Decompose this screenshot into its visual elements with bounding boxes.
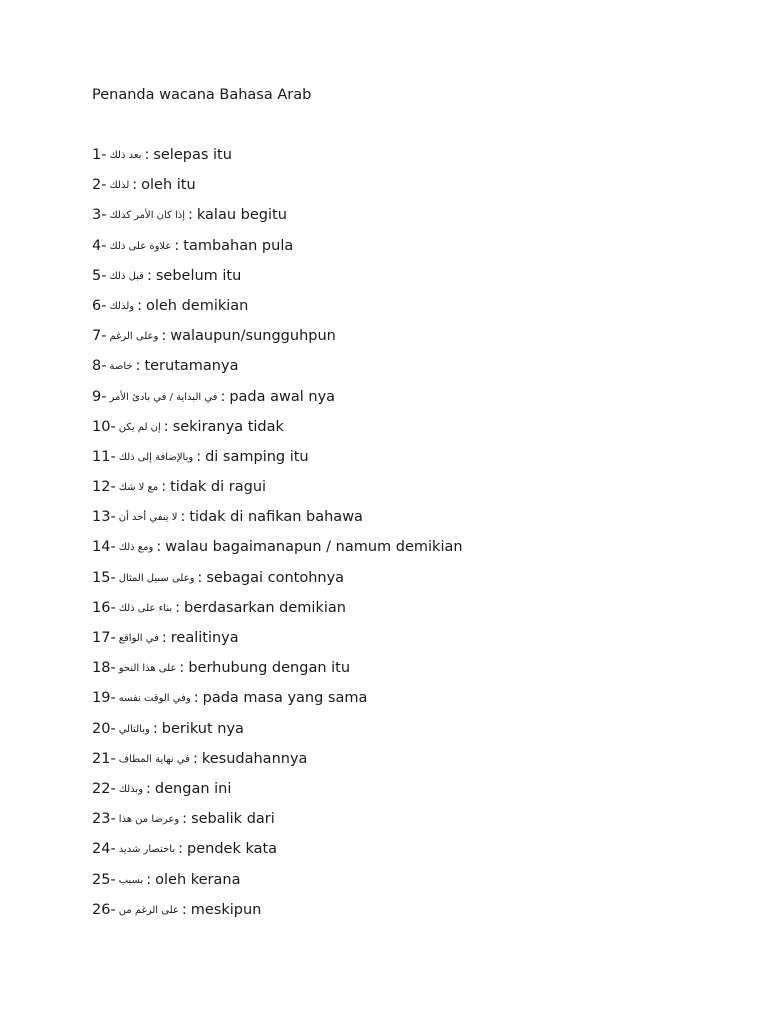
arabic-term: خاصة	[109, 361, 133, 373]
entry-number: 25-	[92, 871, 116, 888]
entry-number: 1-	[92, 147, 107, 163]
arabic-term: بعد ذلك	[109, 150, 142, 161]
list-item	[92, 448, 463, 478]
entry-number: 20-	[92, 720, 116, 737]
list-item	[92, 840, 463, 870]
separator: :	[220, 388, 226, 405]
malay-meaning: di samping itu	[205, 448, 309, 465]
separator: :	[132, 177, 138, 194]
arabic-term: بناء على ذلك	[118, 602, 173, 614]
separator: :	[146, 267, 152, 284]
separator: :	[175, 599, 181, 616]
separator: :	[179, 660, 185, 677]
entry-number: 7-	[92, 328, 107, 345]
arabic-term: وبالتالي	[118, 723, 150, 735]
entry-number: 14-	[92, 539, 116, 556]
malay-meaning: meskipun	[190, 901, 262, 918]
list-item	[92, 237, 463, 267]
entry-number: 16-	[92, 599, 116, 616]
list-item	[92, 689, 463, 719]
list-item	[92, 388, 463, 418]
arabic-term: لا ينفي أحد أن	[118, 512, 178, 524]
malay-meaning: kalau begitu	[196, 207, 287, 224]
list-item	[92, 267, 463, 297]
entry-number: 2-	[92, 177, 107, 194]
malay-meaning: pada awal nya	[229, 388, 336, 405]
document-title: Penanda wacana Bahasa Arab	[92, 87, 312, 103]
malay-meaning: walau bagaimanapun / namum demikian	[165, 539, 463, 556]
malay-meaning: realitinya	[170, 630, 239, 646]
malay-meaning: oleh kerana	[155, 871, 241, 888]
arabic-term: بسبب	[118, 874, 144, 886]
separator: :	[146, 871, 152, 888]
separator: :	[144, 147, 150, 163]
entry-number: 10-	[92, 418, 116, 435]
list-item	[92, 810, 463, 840]
entry-number: 21-	[92, 750, 116, 767]
arabic-term: على هذا النحو	[118, 663, 177, 675]
separator: :	[180, 509, 186, 526]
malay-meaning: kesudahannya	[201, 750, 308, 767]
malay-meaning: selepas itu	[153, 147, 232, 163]
malay-meaning: sekiranya tidak	[172, 418, 284, 435]
list-item	[92, 176, 463, 206]
separator: :	[161, 630, 167, 646]
list-item	[92, 901, 463, 931]
separator: :	[178, 841, 183, 858]
separator: :	[163, 418, 169, 435]
arabic-term: في نهاية المطاف	[118, 753, 190, 765]
list-item	[92, 418, 463, 448]
malay-meaning: pada masa yang sama	[202, 690, 368, 707]
entry-number: 24-	[92, 841, 116, 858]
malay-meaning: sebalik dari	[191, 811, 275, 828]
arabic-term: مع لا شك	[118, 482, 159, 494]
arabic-term: لذلك	[109, 180, 130, 192]
entry-number: 12-	[92, 479, 116, 496]
connector-list	[92, 146, 463, 931]
malay-meaning: sebagai contohnya	[206, 569, 345, 586]
arabic-term: وعلى الرغم	[109, 331, 159, 343]
arabic-term: ومع ذلك	[118, 542, 154, 554]
malay-meaning: berhubung dengan itu	[188, 660, 351, 677]
malay-meaning: tidak di nafikan bahawa	[189, 509, 363, 526]
malay-meaning: walaupun/sungguhpun	[170, 328, 336, 345]
malay-meaning: berdasarkan demikian	[184, 599, 346, 616]
arabic-term: في الواقع	[118, 633, 159, 644]
list-item	[92, 478, 463, 508]
separator: :	[197, 569, 203, 586]
arabic-term: إن لم يكن	[118, 421, 161, 433]
separator: :	[146, 780, 151, 797]
separator: :	[137, 297, 142, 314]
arabic-term: ولذلك	[109, 300, 135, 312]
separator: :	[196, 448, 202, 465]
list-item	[92, 599, 463, 629]
list-item	[92, 569, 463, 599]
list-item	[92, 508, 463, 538]
list-item	[92, 146, 463, 176]
entry-number: 6-	[92, 297, 107, 314]
list-item	[92, 750, 463, 780]
malay-meaning: pendek kata	[187, 841, 278, 858]
separator: :	[193, 690, 199, 707]
entry-number: 26-	[92, 901, 116, 918]
list-item	[92, 538, 463, 568]
entry-number: 11-	[92, 448, 116, 465]
list-item	[92, 297, 463, 327]
entry-number: 9-	[92, 388, 107, 405]
entry-number: 17-	[92, 630, 116, 646]
separator: :	[152, 720, 158, 737]
entry-number: 5-	[92, 267, 107, 284]
arabic-term: على الرغم من	[118, 904, 179, 916]
list-item	[92, 659, 463, 689]
separator: :	[135, 358, 141, 375]
arabic-term: وبذلك	[118, 783, 144, 795]
arabic-term: وعرضا من هذا	[118, 814, 180, 826]
list-item	[92, 720, 463, 750]
arabic-term: علاوة على ذلك	[109, 240, 172, 252]
malay-meaning: tidak di ragui	[170, 479, 267, 496]
arabic-term: وعلى سبيل المثال	[118, 572, 195, 584]
entry-number: 8-	[92, 358, 107, 375]
malay-meaning: berikut nya	[161, 720, 244, 737]
malay-meaning: oleh itu	[141, 177, 196, 194]
arabic-term: قبل ذلك	[109, 270, 144, 282]
separator: :	[174, 237, 180, 254]
entry-number: 18-	[92, 660, 116, 677]
list-item	[92, 871, 463, 901]
list-item	[92, 780, 463, 810]
entry-number: 15-	[92, 569, 116, 586]
list-item	[92, 206, 463, 236]
separator: :	[156, 539, 162, 556]
entry-number: 3-	[92, 207, 107, 224]
separator: :	[161, 479, 167, 496]
malay-meaning: tambahan pula	[183, 237, 294, 254]
malay-meaning: dengan ini	[154, 780, 232, 797]
list-item	[92, 327, 463, 357]
malay-meaning: oleh demikian	[145, 297, 249, 314]
separator: :	[161, 328, 167, 345]
list-item	[92, 357, 463, 387]
arabic-term: في البداية / في بادئ الأمر	[109, 391, 218, 403]
arabic-term: وفي الوقت نفسه	[118, 693, 191, 705]
separator: :	[182, 811, 188, 828]
arabic-term: وبالإضافة إلى ذلك	[118, 451, 194, 463]
separator: :	[188, 207, 193, 224]
arabic-term: إذا كان الأمر كذلك	[109, 210, 186, 222]
malay-meaning: terutamanya	[144, 358, 239, 375]
entry-number: 19-	[92, 690, 116, 707]
entry-number: 23-	[92, 811, 116, 828]
list-item	[92, 629, 463, 659]
separator: :	[192, 750, 198, 767]
entry-number: 13-	[92, 509, 116, 526]
arabic-term: باختصار شديد	[118, 844, 176, 856]
malay-meaning: sebelum itu	[155, 267, 242, 284]
entry-number: 22-	[92, 780, 116, 797]
separator: :	[181, 901, 187, 918]
entry-number: 4-	[92, 237, 107, 254]
